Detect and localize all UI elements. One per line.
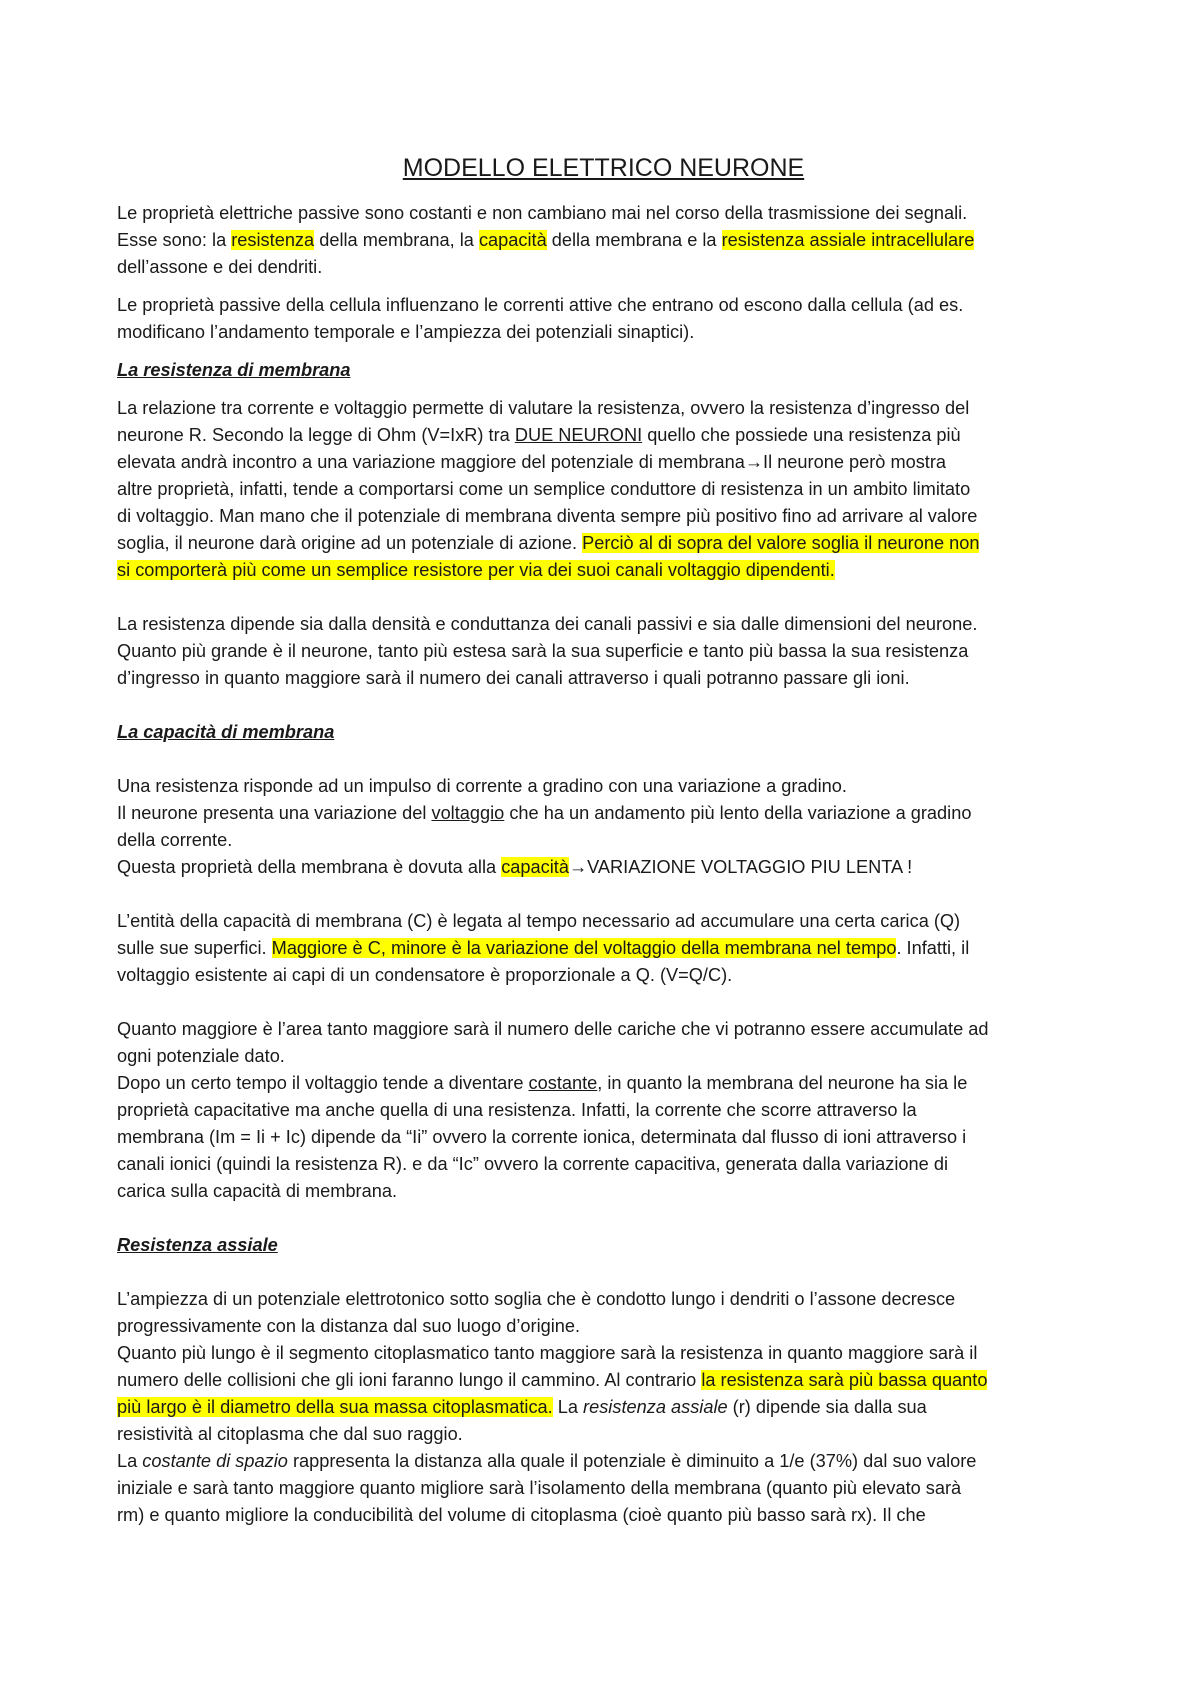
text-line: elevata andrà incontro a una variazione maggiore del potenziale di membrana→Il neurone però mostra [117, 452, 947, 472]
highlighted-text: capacità [501, 857, 569, 877]
italic-text: costante di spazio [142, 1451, 288, 1471]
text-run: Dopo un certo tempo il voltaggio tende a diventare [117, 1073, 529, 1093]
text-line: Le proprietà elettriche passive sono costanti e non cambiano mai nel corso della trasmissione dei segnali. [117, 203, 968, 223]
highlighted-text: resistenza assiale intracellulare [721, 230, 975, 250]
text-run: Questa proprietà della membrana è dovuta alla [117, 857, 502, 877]
text-line: L’entità della capacità di membrana (C) è legata al tempo necessario ad accumulare una certa carica (Q) [117, 911, 961, 931]
text-line: membrana (Im = Ii + Ic) dipende da “Ii” ovvero la corrente ionica, determinata dal flusso di ioni attraverso i [117, 1127, 967, 1147]
highlighted-text: la resistenza sarà più bassa quanto [701, 1370, 988, 1390]
underlined-text: DUE NEURONI [514, 425, 643, 445]
underlined-text: voltaggio [431, 803, 505, 823]
text-line: La resistenza dipende sia dalla densità e conduttanza dei canali passivi e sia dalle dimensioni del neurone. [117, 614, 978, 634]
text-line: d’ingresso in quanto maggiore sarà il numero dei canali attraverso i quali potranno passare gli ioni. [117, 668, 910, 688]
section-heading-membrane-resistance: La resistenza di membrana [117, 360, 351, 380]
text-run: Esse sono: la [117, 230, 232, 250]
text-line: Quanto più lungo è il segmento citoplasmatico tanto maggiore sarà la resistenza in quanto maggiore sarà il [117, 1343, 978, 1363]
text-run: neurone R. Secondo la legge di Ohm (V=IxR) tra [117, 425, 515, 445]
text-line: Quanto più grande è il neurone, tanto più estesa sarà la sua superficie e tanto più bassa la sua resistenza [117, 641, 969, 661]
text-run: soglia, il neurone darà origine ad un potenziale di azione. [117, 533, 583, 553]
text-line [117, 422, 1090, 449]
text-run: , in quanto la membrana del neurone ha sia le [597, 1073, 968, 1093]
text-line: Le proprietà passive della cellula influenzano le correnti attive che entrano od escono dalla cellula (ad es. [117, 295, 964, 315]
paragraph-capacitance-area [117, 1016, 1090, 1205]
text-line [117, 800, 1090, 827]
text-run: . Infatti, il [896, 938, 970, 958]
text-line: voltaggio esistente ai capi di un condensatore è proporzionale a Q. (V=Q/C). [117, 965, 733, 985]
highlighted-text: resistenza [231, 230, 315, 250]
text-run: sulle sue superfici. [117, 938, 272, 958]
text-run: La [552, 1397, 584, 1417]
italic-text: resistenza assiale [583, 1397, 728, 1417]
text-line: ogni potenziale dato. [117, 1046, 285, 1066]
text-line: Quanto maggiore è l’area tanto maggiore sarà il numero delle cariche che vi potranno essere accumulate ad [117, 1019, 989, 1039]
highlighted-text: Maggiore è C, minore è la variazione del voltaggio della membrana nel tempo [271, 938, 897, 958]
text-line [117, 1448, 1090, 1475]
text-run: →VARIAZIONE VOLTAGGIO PIU LENTA ! [568, 857, 913, 877]
text-run: numero delle collisioni che gli ioni faranno lungo il cammino. Al contrario [117, 1370, 702, 1390]
page-title: MODELLO ELETTRICO NEURONE [402, 154, 805, 182]
text-line: altre proprietà, infatti, tende a comportarsi come un semplice conduttore di resistenza in un ambito limitato [117, 479, 971, 499]
text-line [117, 557, 1090, 584]
text-run: della membrana e la [546, 230, 722, 250]
text-line: canali ionici (quindi la resistenza R). e da “Ic” ovvero la corrente capacitiva, generata dalla variazione di [117, 1154, 948, 1174]
text-run: Il neurone presenta una variazione del [117, 803, 432, 823]
text-line: di voltaggio. Man mano che il potenziale di membrana diventa sempre più positivo fino ad arrivare al valore [117, 506, 978, 526]
text-line: proprietà capacitative ma anche quella di una resistenza. Infatti, la corrente che scorre attraverso la [117, 1100, 917, 1120]
text-line: modificano l’andamento temporale e l’ampiezza dei potenziali sinaptici). [117, 322, 695, 342]
highlighted-text: si comporterà più come un semplice resistore per via dei suoi canali voltaggio dipendenti. [117, 560, 835, 580]
highlighted-text: più largo è il diametro della sua massa citoplasmatica. [117, 1397, 553, 1417]
text-line [117, 1367, 1090, 1394]
underlined-text: costante [528, 1073, 598, 1093]
paragraph-capacitance-step [117, 773, 1090, 881]
paragraph-capacitance-charge [117, 908, 1090, 989]
paragraph-resistance-density [117, 611, 1090, 692]
text-run: della membrana, la [314, 230, 479, 250]
section-heading-axial-resistance: Resistenza assiale [117, 1235, 278, 1255]
text-line: della corrente. [117, 830, 233, 850]
text-line: La relazione tra corrente e voltaggio permette di valutare la resistenza, ovvero la resistenza d’ingresso del [117, 398, 970, 418]
text-line: resistività al citoplasma che dal suo raggio. [117, 1424, 463, 1444]
text-run: rappresenta la distanza alla quale il potenziale è diminuito a 1/e (37%) dal suo valore [287, 1451, 977, 1471]
text-line: L’ampiezza di un potenziale elettrotonico sotto soglia che è condotto lungo i dendriti o l’assone decresce [117, 1289, 956, 1309]
text-line: progressivamente con la distanza dal suo luogo d’origine. [117, 1316, 581, 1336]
text-run: La [117, 1451, 143, 1471]
highlighted-text: Perciò al di sopra del valore soglia il neurone non [582, 533, 980, 553]
text-line [117, 1394, 1090, 1421]
text-run: (r) dipende sia dalla sua [727, 1397, 927, 1417]
paragraph-axial-resistance [117, 1286, 1090, 1529]
paragraph-resistance-ohm [117, 395, 1090, 584]
text-line: carica sulla capacità di membrana. [117, 1181, 398, 1201]
section-heading-membrane-capacitance: La capacità di membrana [117, 722, 335, 742]
text-run: quello che possiede una resistenza più [642, 425, 961, 445]
paragraph-passive-influence [117, 292, 1090, 346]
text-line: rm) e quanto migliore la conducibilità del volume di citoplasma (cioè quanto più basso sarà rx). Il che [117, 1505, 926, 1525]
text-line [117, 227, 1090, 254]
text-run: che ha un andamento più lento della variazione a gradino [504, 803, 972, 823]
text-line [117, 530, 1090, 557]
text-line [117, 1070, 1090, 1097]
highlighted-text: capacità [478, 230, 547, 250]
text-line: dell’assone e dei dendriti. [117, 257, 323, 277]
text-line [117, 854, 1090, 881]
text-line: Una resistenza risponde ad un impulso di corrente a gradino con una variazione a gradino. [117, 776, 847, 796]
paragraph-passive-properties [117, 200, 1090, 281]
text-line: iniziale e sarà tanto maggiore quanto migliore sarà l’isolamento della membrana (quanto più elevato sarà [117, 1478, 962, 1498]
text-line [117, 935, 1090, 962]
